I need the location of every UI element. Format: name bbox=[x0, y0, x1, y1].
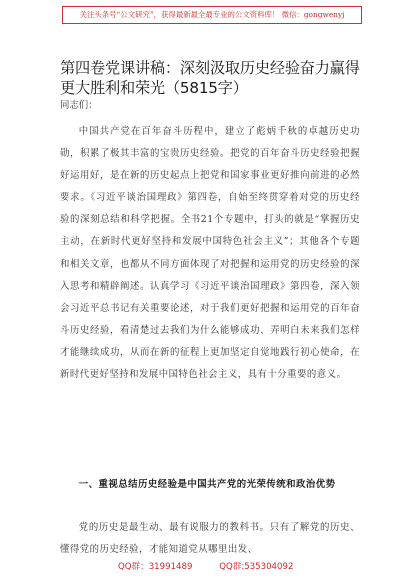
document-title: 第四卷党课讲稿：深刻汲取历史经验奋力赢得更大胜利和荣光（5815字） bbox=[60, 59, 360, 97]
section-heading-text: 一、重视总结历史经验是中国共产党的光荣传统和政治优势 bbox=[78, 479, 336, 490]
salutation: 同志们： bbox=[60, 100, 98, 111]
paragraph-1: 中国共产党在百年奋斗历程中，建立了彪炳千秋的卓越历史功勋，积累了极其丰富的宝贵历史经验。把党的百年奋斗历史经验把握好运用好，是在新的历史起点上把党和国家事业更好推向前进的必然要求。《习近平谈治国理政》第四卷，自始至终贯穿着对党的历史经验的深刻总结和科学把握。全书21个专题中，打头的就是“掌握历史主动，在新时代更好坚持和发展中国特色社会主义”；其他各个专题和相关文章，也都从不同方面体现了对把握和运用党的历史经验的深入思考和精辟阐述。认真学习《习近平谈治国理政》第四卷，深入领会习近平总书记有关重要论述，对于我们更好把握和运用党的百年奋斗历史经验，看清楚过去我们为什么能够成功、弄明白未来我们怎样才能继续成功，从而在新的征程上更加坚定自觉地践行初心使命，在新时代更好坚持和发展中国特色社会主义，具有十分重要的意义。 bbox=[60, 126, 360, 381]
section-heading-1 bbox=[60, 474, 360, 495]
footer-qq-group-2: QQ群:535304092 bbox=[219, 562, 294, 572]
footer-qq-group-1: QQ群：31991489 bbox=[118, 562, 193, 572]
promo-banner: 关注头条号“公文研究”，获得最新最全最专业的公文资料库！ 微信：gongwenyj bbox=[62, 6, 362, 24]
paragraph-2: 党的历史是最生动、最有说服力的教科书。只有了解党的历史、懂得党的历史经验，才能知道党从哪里出发、 bbox=[60, 522, 360, 555]
footer bbox=[118, 560, 318, 572]
body-text bbox=[60, 121, 360, 386]
